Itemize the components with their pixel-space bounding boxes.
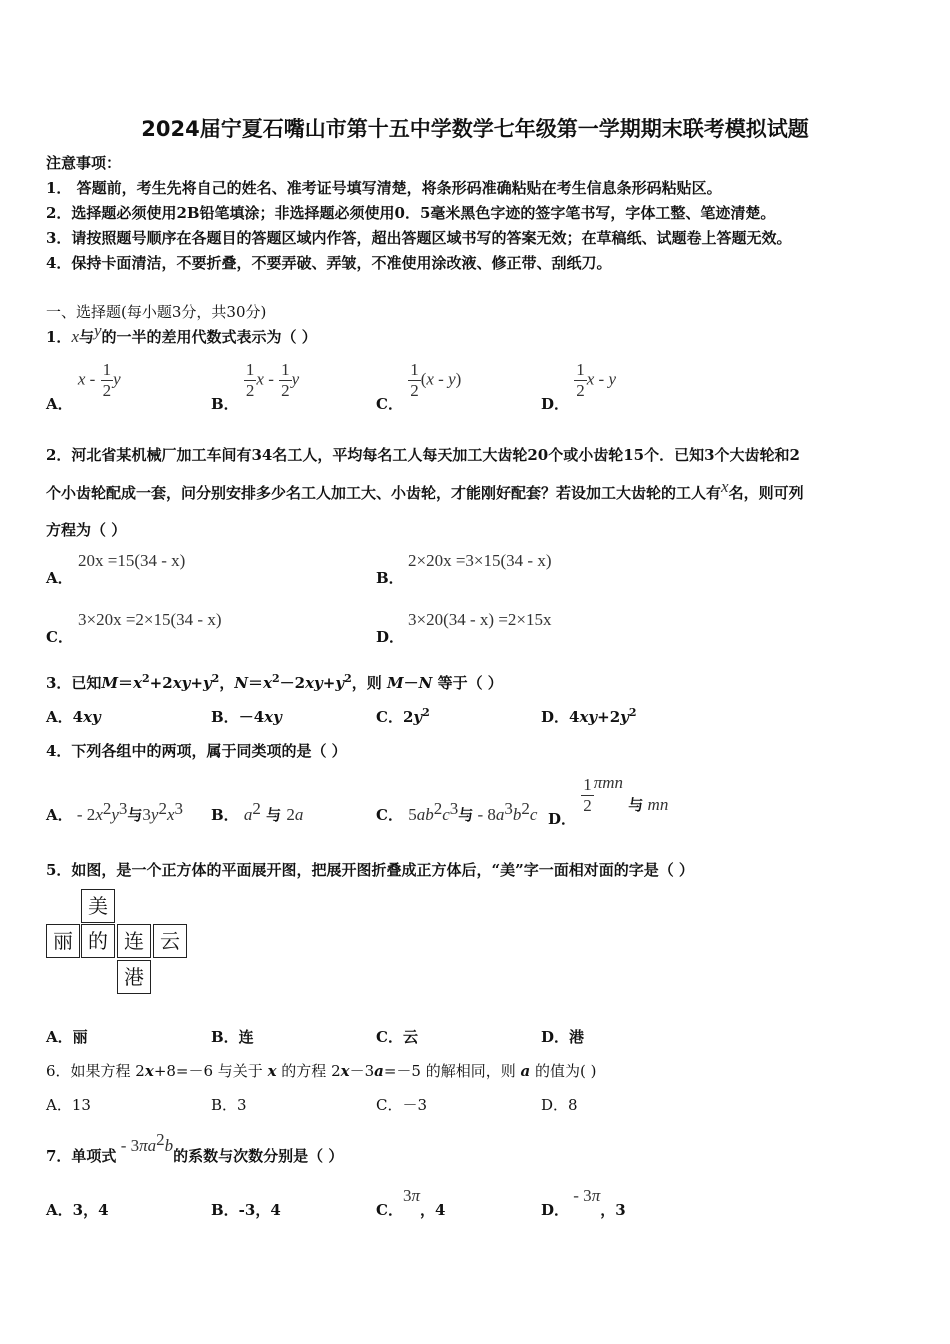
q3-option-c: C．$2y^2$ xyxy=(376,706,430,726)
q4-option-a: A． - $2x^2y^3$与$3y^2x^3$ xyxy=(46,799,184,824)
question-2-line1: 2．河北省某机械厂加工车间有34名工人，平均每名工人每天加工大齿轮20个或小齿轮15个．已知3个大齿轮和2 xyxy=(46,446,800,464)
net-cell: 的 xyxy=(81,924,115,958)
q3-option-b: B．－4xy xyxy=(211,708,282,726)
q1-option-b: B． $\frac{1}{2}$ x - $\frac{1}{2}$ y xyxy=(211,360,300,413)
question-6: 6．如果方程 2x+8=－6 与关于 x 的方程 2x－3a=－5 的解相同，则 a 的值为( ) xyxy=(46,1062,597,1080)
q6-option-b: B．3 xyxy=(211,1096,247,1114)
q5-option-b: B．连 xyxy=(211,1028,254,1046)
section-heading: 一、选择题(每小题3分，共30分) xyxy=(46,303,267,321)
q2-option-b: 2×20x =3×15(34 - x) xyxy=(408,551,552,570)
q3-option-d: D．$4xy+2y^2$ xyxy=(541,706,637,726)
question-5: 5．如图，是一个正方体的平面展开图，把展开图折叠成正方体后，“美”字一面相对面的字是（ ） xyxy=(46,861,694,879)
q2-option-c-label: C． xyxy=(46,628,73,646)
question-4: 4．下列各组中的两项，属于同类项的是（ ） xyxy=(46,742,347,760)
q4-option-d: D． $\frac{1}{2}$ πmn 与 mn xyxy=(548,772,669,828)
page-title: 2024届宁夏石嘴山市第十五中学数学七年级第一学期期末联考模拟试题 xyxy=(141,117,809,141)
q6-option-a: A．13 xyxy=(46,1096,91,1114)
q2-option-b-label: B． xyxy=(376,569,404,587)
notice-item: 3．请按照题号顺序在各题目的答题区域内作答，超出答题区域书写的答案无效；在草稿纸、试题卷上答题无效。 xyxy=(46,229,792,247)
net-cell: 港 xyxy=(117,960,151,994)
q6-option-d: D．8 xyxy=(541,1096,578,1114)
q2-option-c: 3×20x =2×15(34 - x) xyxy=(78,610,222,629)
question-7: 7．单项式 - $3\pi a^2b$的系数与次数分别是（ ） xyxy=(46,1130,344,1165)
q2-option-a: 20x =15(34 - x) xyxy=(78,551,186,570)
q6-option-c: C．－3 xyxy=(376,1096,428,1114)
notice-item: 2．选择题必须使用2B铅笔填涂；非选择题必须使用0．5毫米黑色字迹的签字笔书写，字体工整、笔迹清楚。 xyxy=(46,204,776,222)
q2-option-d: 3×20(34 - x) =2×15x xyxy=(408,610,552,629)
net-cell: 连 xyxy=(117,924,151,958)
q5-option-a: A．丽 xyxy=(46,1028,88,1046)
question-3: 3．已知$M=x^2+2xy+y^2$，$N=x^2-2xy+y^2$，则 M－N 等于（ ） xyxy=(46,672,503,692)
q7-option-c: C．3π，4 xyxy=(376,1186,446,1219)
question-2-line2: 个小齿轮配成一套，问分别安排多少名工人加工大、小齿轮，才能刚好配套？若设加工大齿轮的工人有x名，则可列 xyxy=(46,477,804,502)
q7-option-d: D． - 3π，3 xyxy=(541,1186,626,1219)
q5-option-c: C．云 xyxy=(376,1028,418,1046)
q1-option-c: C． $\frac{1}{2}$ (x - y) xyxy=(376,360,462,413)
q2-option-d-label: D． xyxy=(376,628,405,646)
q3-option-a: A．4xy xyxy=(46,708,101,726)
q1-option-a: A． x - $\frac{1}{2}$ y xyxy=(46,360,121,413)
question-1: 1．x与y的一半的差用代数式表示为（ ） xyxy=(46,321,317,346)
question-2-line3: 方程为（ ） xyxy=(46,521,127,539)
net-cell: 美 xyxy=(81,889,115,923)
q2-option-a-label: A． xyxy=(46,569,73,587)
q5-option-d: D．港 xyxy=(541,1028,585,1046)
notice-item: 4．保持卡面清洁，不要折叠，不要弄破、弄皱，不准使用涂改液、修正带、刮纸刀。 xyxy=(46,254,612,272)
notice-item: 1． 答题前，考生先将自己的姓名、准考证号填写清楚，将条形码准确粘贴在考生信息条形码粘贴区。 xyxy=(46,179,722,197)
net-cell: 丽 xyxy=(46,924,80,958)
q1-option-d: D． $\frac{1}{2}$ x - y xyxy=(541,360,617,413)
q7-option-a: A．3，4 xyxy=(46,1201,109,1219)
q4-option-c: C． $5ab^2c^3$与 - $8a^3b^2c$ xyxy=(376,799,538,824)
q4-option-b: B． $a^2$ 与 2a xyxy=(211,799,304,824)
notice-heading: 注意事项： xyxy=(46,154,122,172)
net-cell: 云 xyxy=(153,924,187,958)
q7-option-b: B．-3，4 xyxy=(211,1201,281,1219)
